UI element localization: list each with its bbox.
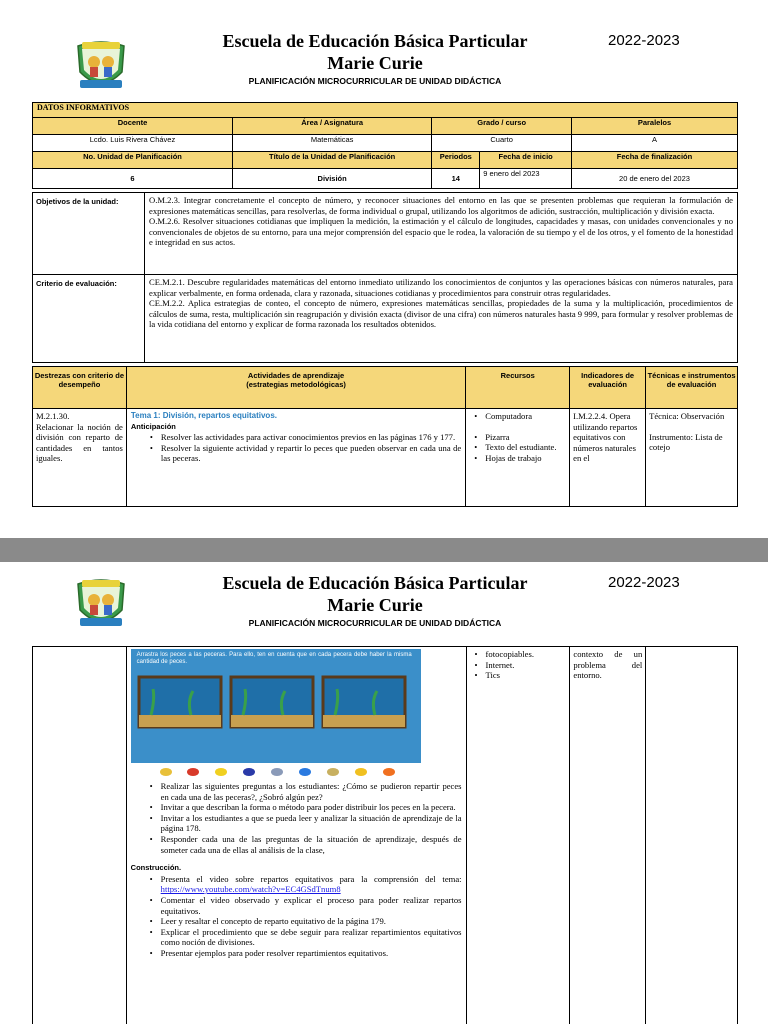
list-item: • Resolver la siguiente actividad y repartir lo peces que pueden observar en cada una de las peceras.: [145, 443, 461, 464]
tema-title: Tema 1: División, repartos equitativos.: [130, 411, 277, 420]
objetivos-table: [32, 192, 738, 363]
paralelo-value: A: [572, 135, 738, 152]
list-item: • Comentar el video observado y explicar el proceso para poder realizar repartos equitativos.: [145, 895, 462, 916]
criterio-2: CE.M.2.2. Aplica estrategias de conteo, el concepto de número, expresiones matemáticas sencillas, propiedades de la suma y la multiplicación, procedimientos de cálculos de suma, resta, multiplicación sin reagrupación y división exacta (divisor de una cifra) con números naturales hasta 9 999, para formular y resolver problemas de la vida cotidiana del entorno y explicar de forma razonada los resultados obtenidos.: [149, 298, 733, 330]
list-item: • Invitar a los estudiantes a que se pueda leer y analizar la situación de aprendizaje de la página 178.: [145, 813, 462, 834]
criterio-label: Criterio de evaluación:: [33, 275, 145, 363]
list-item: • Hojas de trabajo: [469, 453, 566, 464]
area-header: Área / Asignatura: [233, 118, 432, 135]
list-item: • fotocopiables.: [470, 649, 567, 660]
construccion-label: Construcción.: [130, 863, 182, 873]
inicio-value: 9 enero del 2023: [480, 169, 572, 189]
planning-table: [32, 366, 738, 507]
periodos-value: 14: [432, 169, 480, 189]
objetivos-text: [145, 193, 738, 275]
criterio-text: [145, 275, 738, 363]
recursos-header: Recursos: [466, 367, 570, 409]
criterio-1: CE.M.2.1. Descubre regularidades matemáticas del entorno inmediato utilizando los conocimientos de conjuntos y las operaciones básicas con números naturales, para explicar verbalmente, en forma ordenada, clara y razonada, situaciones cotidianas y procedimientos para construir otras regularidades.: [149, 277, 733, 298]
document-subtitle: PLANIFICACIÓN MICROCURRICULAR DE UNIDAD DIDÁCTICA: [248, 618, 502, 628]
list-item: • Tics: [470, 670, 567, 681]
school-year: 2022-2023: [608, 574, 680, 591]
document-page-2: [0, 562, 768, 1024]
indicadores-header: Indicadores de evaluación: [570, 367, 646, 409]
destreza-code: M.2.1.30.: [36, 411, 70, 421]
school-name: Escuela de Educación Básica Particular Marie Curie: [222, 31, 528, 73]
recursos-cell: [466, 647, 570, 1024]
indicador-cell: contexto de un problema del entorno.: [570, 647, 646, 1024]
list-item: • Pizarra: [469, 432, 566, 443]
actividades-cell: [126, 647, 466, 1024]
list-item: • Realizar las siguientes preguntas a los estudiantes: ¿Cómo se pudieron repartir peces en cada una de las peceras?, ¿Sobró algún pez?: [145, 781, 462, 802]
anticipacion-label: Anticipación: [130, 421, 176, 431]
fin-header: Fecha de finalización: [572, 152, 738, 169]
section-title: DATOS INFORMATIVOS: [33, 103, 738, 118]
inicio-header: Fecha de inicio: [480, 152, 572, 169]
list-item: • Texto del estudiante.: [469, 442, 566, 453]
instrumento-text: Instrumento: Lista de cotejo: [649, 431, 723, 453]
destrezas-header: Destrezas con criterio de desempeño: [33, 367, 127, 409]
titulo-header: Título de la Unidad de Planificación: [233, 152, 432, 169]
unidad-value: 6: [33, 169, 233, 189]
indicador-cell: I.M.2.2.4. Opera utilizando repartos equitativos con números naturales en el: [570, 409, 646, 507]
objetivo-1: O.M.2.3. Integrar concretamente el concepto de número, y reconocer situaciones del entorno en las que se presenten problemas que requieran la formulación de expresiones matemáticas sencillas, para resolverlas, de forma individual o grupal, utilizando los algoritmos de adición, sustracción, multiplicación y división exacta.: [149, 195, 733, 216]
school-year: 2022-2023: [608, 32, 680, 49]
grado-header: Grado / curso: [432, 118, 572, 135]
tecnicas-cell: [646, 647, 738, 1024]
paralelos-header: Paralelos: [572, 118, 738, 135]
actividades-cell: [126, 409, 465, 507]
fish-row: [131, 765, 421, 779]
destreza-cell: [33, 647, 127, 1024]
list-item: • Invitar a que describan la forma o método para poder distribuir los peces en la pecera.: [145, 802, 462, 813]
list-item: • Internet.: [470, 660, 567, 671]
document-subtitle: PLANIFICACIÓN MICROCURRICULAR DE UNIDAD DIDÁCTICA: [248, 76, 502, 86]
school-name: Escuela de Educación Básica Particular Marie Curie: [222, 573, 528, 615]
list-item: [145, 874, 462, 895]
fish-activity-image: [131, 649, 421, 763]
datos-informativos-table: [32, 102, 738, 189]
docente-header: Docente: [33, 118, 233, 135]
recursos-cell: [466, 409, 570, 507]
objetivo-2: O.M.2.6. Resolver situaciones cotidianas que impliquen la medición, la estimación y el cálculo de longitudes, capacidades y masas, con unidades convencionales y no convencionales de objetos de su entorno, para una mejor comprensión del espacio que le rodea, la valoración de su tiempo y el de los otros, y el fomento de la honestidad e integridad en sus actos.: [149, 216, 733, 248]
tecnicas-header: Técnicas e instrumentos de evaluación: [646, 367, 738, 409]
tecnicas-cell: [646, 409, 738, 507]
area-value: Matemáticas: [233, 135, 432, 152]
video-link[interactable]: https://www.youtube.com/watch?v=EC4GSdTnum8: [160, 884, 341, 895]
aquariums-illustration: [131, 649, 421, 763]
list-item: • Leer y resaltar el concepto de reparto equitativo de la página 179.: [145, 916, 462, 927]
destreza-cell: [33, 409, 127, 507]
list-item: • Explicar el procedimiento que se debe seguir para realizar repartimientos equitativos como noción de divisiones.: [145, 927, 462, 948]
image-caption: Arrastra los peces a las peceras. Para ello, ten en cuenta que en cada pecera debe haber la misma cantidad de peces.: [136, 652, 412, 665]
destreza-text: Relacionar la noción de división con reparto de cantidades en tantos iguales.: [36, 421, 123, 464]
video-text: Presenta el video sobre repartos equitativos para la comprensión del tema:: [160, 873, 462, 884]
grado-value: Cuarto: [432, 135, 572, 152]
titulo-value: División: [233, 169, 432, 189]
school-logo: [72, 574, 130, 632]
periodos-header: Periodos: [432, 152, 480, 169]
objetivos-label: Objetivos de la unidad:: [33, 193, 145, 275]
list-item: • Presentar ejemplos para poder resolver repartimientos equitativos.: [145, 948, 462, 959]
tecnica-text: Técnica: Observación: [649, 411, 725, 421]
list-item: • Computadora: [469, 411, 566, 422]
school-logo: [72, 36, 130, 94]
planning-table-continued: [32, 646, 738, 1024]
list-item: • Resolver las actividades para activar conocimientos previos en las páginas 176 y 177.: [145, 432, 461, 443]
actividades-header: Actividades de aprendizaje (estrategias metodológicas): [126, 367, 465, 409]
unidad-header: No. Unidad de Planificación: [33, 152, 233, 169]
docente-value: Lcdo. Luis Rivera Chávez: [33, 135, 233, 152]
list-item: • Responder cada una de las preguntas de la situación de aprendizaje, después de someter cada una de ellas al análisis de la clase,: [145, 834, 462, 855]
fin-value: 20 de enero del 2023: [572, 169, 738, 189]
